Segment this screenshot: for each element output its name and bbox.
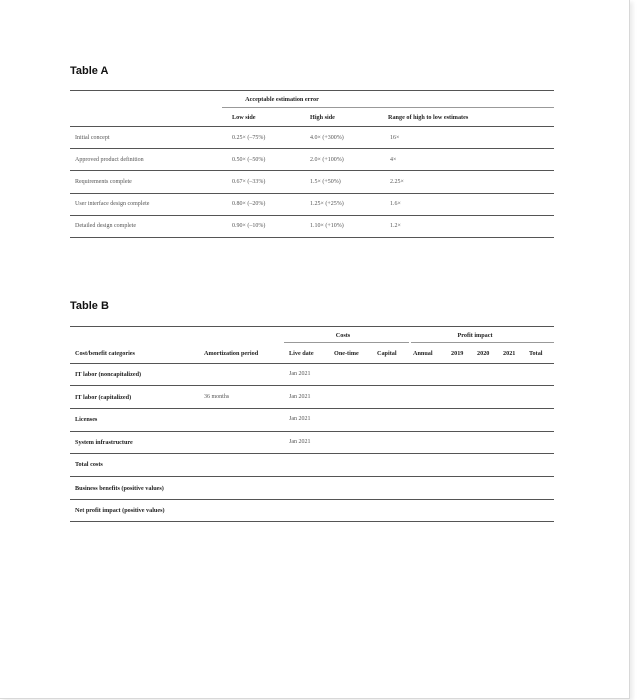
- table-b-group-costs: Costs: [335, 332, 351, 339]
- table-b-col-annual: Annual: [413, 350, 433, 357]
- table-a-row-rule: [70, 193, 554, 194]
- table-b-top-rule: [70, 326, 554, 327]
- table-a-row-label: Initial concept: [75, 135, 110, 141]
- table-a-row-rule: [70, 148, 554, 149]
- table-a-row-low: 0.67× (–33%): [232, 179, 266, 185]
- table-b-row-label: Business benefits (positive values): [75, 485, 164, 492]
- table-b-row-label: IT labor (capitalized): [75, 394, 132, 401]
- table-b-profit-rule: [411, 342, 554, 343]
- table-b-row-live-date: Jan 2021: [289, 394, 311, 400]
- table-a-row-high: 1.25× (+25%): [310, 201, 344, 207]
- table-a-row-range: 1.2×: [390, 223, 401, 229]
- table-b-row-live-date: Jan 2021: [289, 371, 311, 377]
- table-a-col-high: High side: [310, 114, 335, 121]
- table-a-row-range: 2.25×: [390, 179, 404, 185]
- table-a-group-header: Acceptable estimation error: [245, 96, 319, 103]
- table-b-col-one-time: One-time: [334, 350, 359, 357]
- table-b-col-category: Cost/benefit categories: [75, 350, 135, 357]
- table-b-row-rule: [70, 408, 554, 409]
- table-a-row-low: 0.90× (–10%): [232, 223, 266, 229]
- table-b-costs-rule: [284, 342, 409, 343]
- table-b-row-label: System infrastructure: [75, 439, 133, 446]
- table-a-row-low: 0.25× (–75%): [232, 135, 266, 141]
- table-a-row-high: 4.0× (+300%): [310, 135, 344, 141]
- table-a-row-label: User interface design complete: [75, 201, 150, 207]
- table-b-row-live-date: Jan 2021: [289, 439, 311, 445]
- table-a-row-high: 1.5× (+50%): [310, 179, 341, 185]
- table-a-row-range: 16×: [390, 135, 400, 141]
- table-a-row-low: 0.80× (–20%): [232, 201, 266, 207]
- table-a-group-rule: [222, 107, 554, 108]
- table-b-header-rule: [70, 363, 554, 364]
- table-a-row-range: 1.6×: [390, 201, 401, 207]
- table-b-bottom-rule: [70, 521, 554, 522]
- table-b-col-total: Total: [529, 350, 543, 357]
- table-b-col-2020: 2020: [477, 350, 490, 357]
- table-b-col-capital: Capital: [377, 350, 397, 357]
- table-a-row-rule: [70, 215, 554, 216]
- table-b-row-rule: [70, 476, 554, 477]
- table-a-col-range: Range of high to low estimates: [388, 114, 469, 121]
- table-b-row-label: Net profit impact (positive values): [75, 507, 165, 514]
- table-a-row-range: 4×: [390, 157, 397, 163]
- table-a-row-high: 1.10× (+10%): [310, 223, 344, 229]
- table-b-row-rule: [70, 385, 554, 386]
- table-b-col-amortization: Amortization period: [204, 350, 259, 357]
- table-b-row-label: Licenses: [75, 416, 98, 423]
- table-a-header-rule: [70, 126, 554, 127]
- table-b-group-profit: Profit impact: [457, 332, 493, 339]
- table-a-row-label: Requirements complete: [75, 179, 132, 185]
- table-b-row-rule: [70, 499, 554, 500]
- table-b-row-rule: [70, 431, 554, 432]
- table-b-row-live-date: Jan 2021: [289, 416, 311, 422]
- table-b-row-rule: [70, 453, 554, 454]
- table-b-row-label: Total costs: [75, 461, 103, 468]
- table-b-col-2021: 2021: [503, 350, 516, 357]
- table-b-heading: Table B: [70, 300, 109, 312]
- table-a-row-label: Approved product definition: [75, 157, 144, 163]
- table-a-col-low: Low side: [232, 114, 256, 121]
- table-a-heading: Table A: [70, 65, 109, 77]
- table-a-row-rule: [70, 170, 554, 171]
- table-b-col-2019: 2019: [451, 350, 464, 357]
- table-b-col-live-date: Live date: [289, 350, 314, 357]
- table-a-row-label: Detailed design complete: [75, 223, 136, 229]
- table-a-top-rule: [70, 90, 554, 91]
- table-a-row-high: 2.0× (+100%): [310, 157, 344, 163]
- table-a-bottom-rule: [70, 237, 554, 238]
- table-b-row-label: IT labor (noncapitalized): [75, 371, 142, 378]
- table-a-row-low: 0.50× (–50%): [232, 157, 266, 163]
- table-b-row-amortization: 36 months: [204, 394, 230, 400]
